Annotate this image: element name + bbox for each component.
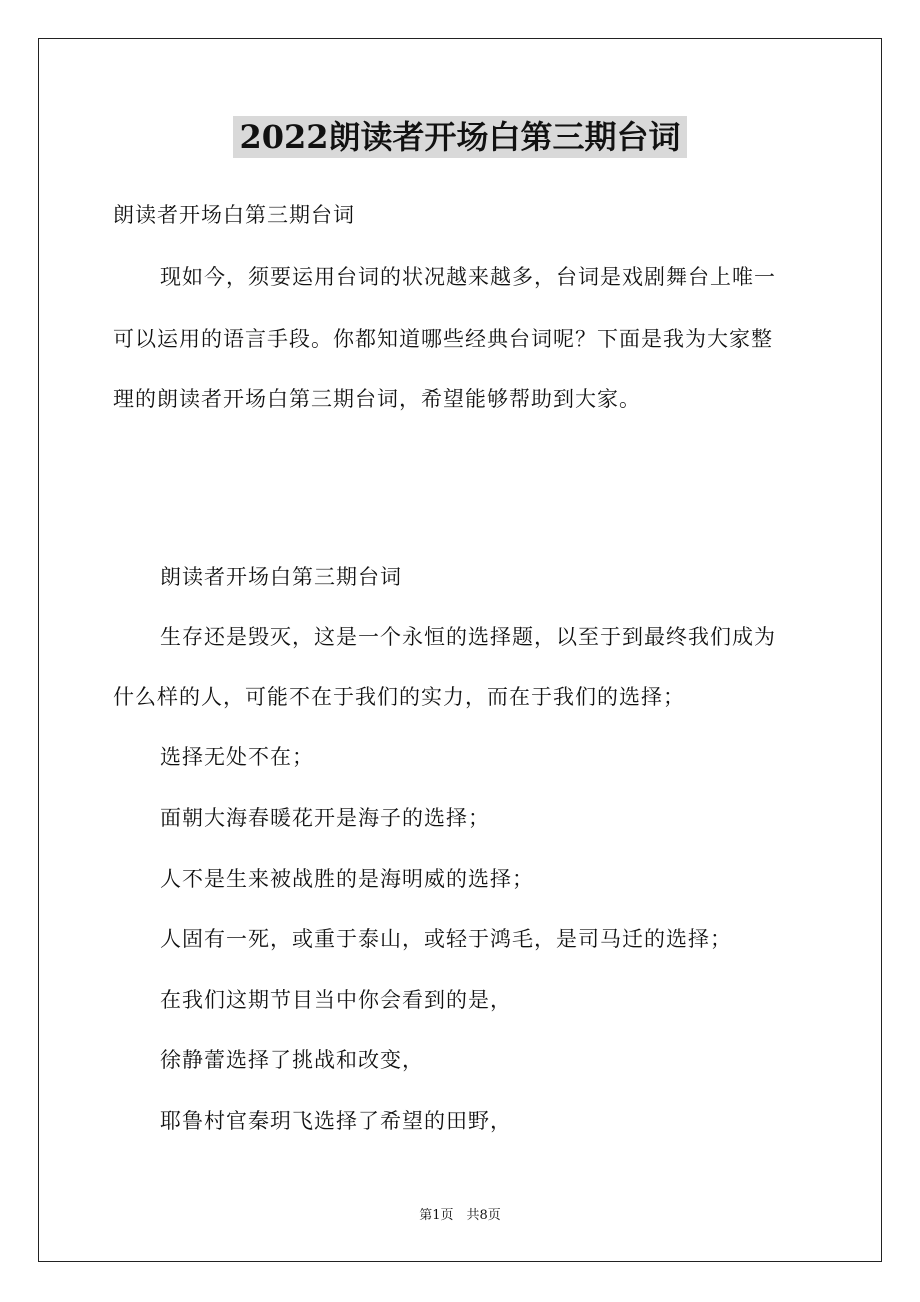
intro-line: 理的朗读者开场白第三期台词，希望能够帮助到大家。	[113, 387, 641, 411]
body-line: 面朝大海春暖花开是海子的选择；	[160, 806, 490, 830]
intro-line: 现如今，须要运用台词的状况越来越多，台词是戏剧舞台上唯一	[160, 265, 776, 289]
body-line: 人固有一死，或重于泰山，或轻于鸿毛，是司马迁的选择；	[160, 927, 732, 951]
section-heading: 朗读者开场白第三期台词	[160, 565, 402, 589]
body-line: 耶鲁村官秦玥飞选择了希望的田野，	[160, 1109, 512, 1133]
body-line: 徐静蕾选择了挑战和改变，	[160, 1048, 424, 1072]
body-line: 什么样的人，可能不在于我们的实力，而在于我们的选择；	[113, 685, 685, 709]
body-line: 生存还是毁灭，这是一个永恒的选择题，以至于到最终我们成为	[160, 625, 776, 649]
body-line: 人不是生来被战胜的是海明威的选择；	[160, 867, 534, 891]
document-subtitle: 朗读者开场白第三期台词	[113, 203, 355, 227]
intro-line: 可以运用的语言手段。你都知道哪些经典台词呢？下面是我为大家整	[113, 327, 773, 351]
body-line: 在我们这期节目当中你会看到的是，	[160, 988, 512, 1012]
body-line: 选择无处不在；	[160, 745, 314, 769]
document-title: 2022朗读者开场白第三期台词	[0, 112, 920, 162]
page-number: 第1页 共8页	[419, 1208, 501, 1223]
